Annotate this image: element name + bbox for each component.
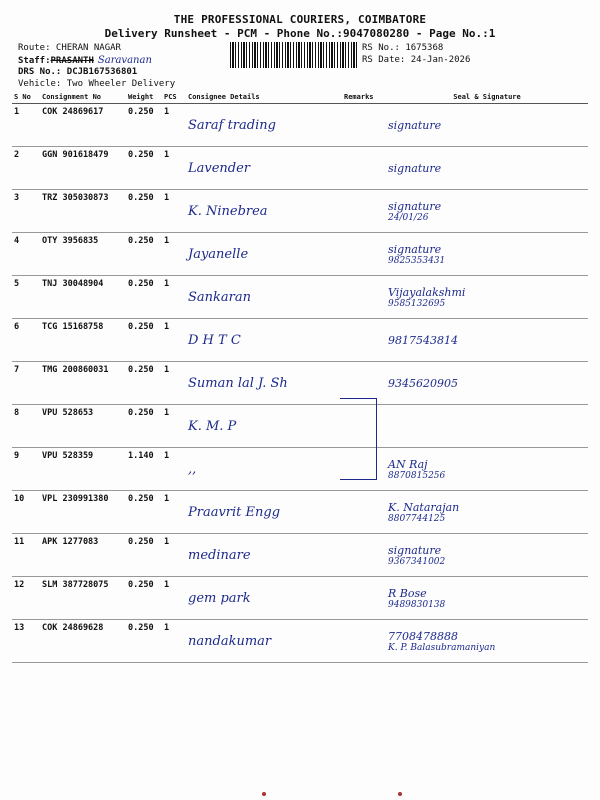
signature-text: 9345620905 <box>388 376 458 390</box>
cell-weight: 0.250 <box>126 104 162 147</box>
cell-sno: 2 <box>12 147 40 190</box>
cell-weight: 0.250 <box>126 190 162 233</box>
cell-consignee: gem park <box>186 577 342 620</box>
cell-signature <box>386 147 588 190</box>
rs-number: RS No.: 1675368 <box>362 43 444 53</box>
cell-pcs: 1 <box>162 362 186 405</box>
staff-handwritten-name: Saravanan <box>97 55 152 66</box>
cell-signature <box>386 233 588 276</box>
table-row <box>12 147 588 190</box>
cell-signature <box>386 620 588 663</box>
drs-line <box>18 67 137 77</box>
col-header-consignee: Consignee Details <box>186 90 342 104</box>
cell-consignment-no: VPL 230991380 <box>40 491 126 534</box>
cell-signature <box>386 276 588 319</box>
rs-date: RS Date: 24-Jan-2026 <box>362 55 471 65</box>
cell-weight: 0.250 <box>126 233 162 276</box>
cell-pcs: 1 <box>162 534 186 577</box>
cell-consignee: Saraf trading <box>186 104 342 147</box>
cell-consignee: Sankaran <box>186 276 342 319</box>
cell-sno: 9 <box>12 448 40 491</box>
cell-sno: 1 <box>12 104 40 147</box>
barcode <box>230 42 358 68</box>
cell-sno: 3 <box>12 190 40 233</box>
company-title: THE PROFESSIONAL COURIERS, COIMBATORE <box>173 13 427 26</box>
cell-weight: 0.250 <box>126 534 162 577</box>
cell-sno: 12 <box>12 577 40 620</box>
cell-consignment-no: TCG 15168758 <box>40 319 126 362</box>
signature-note: 9367341002 <box>388 556 446 567</box>
runsheet-table <box>12 90 588 663</box>
cell-sno: 11 <box>12 534 40 577</box>
signature-note: 9825353431 <box>388 255 446 266</box>
staff-line <box>18 55 152 66</box>
cell-signature <box>386 362 588 405</box>
drs-value: DCJB167536801 <box>66 67 138 77</box>
col-header-pcs: PCS <box>162 90 186 104</box>
cell-pcs: 1 <box>162 448 186 491</box>
cell-remarks <box>342 534 386 577</box>
cell-consignee: medinare <box>186 534 342 577</box>
signature-text: signature <box>388 161 442 175</box>
col-header-weight: Weight <box>126 90 162 104</box>
cell-consignment-no: APK 1277083 <box>40 534 126 577</box>
cell-remarks <box>342 147 386 190</box>
route-text: Route: CHERAN NAGAR <box>18 43 121 53</box>
table-row <box>12 319 588 362</box>
signature-text: K. Natarajan <box>388 500 460 514</box>
col-header-sno: S No <box>12 90 40 104</box>
cell-signature <box>386 534 588 577</box>
table-row <box>12 448 588 491</box>
cell-consignment-no: TNJ 30048904 <box>40 276 126 319</box>
table-row <box>12 104 588 147</box>
cell-consignee: Lavender <box>186 147 342 190</box>
cell-pcs: 1 <box>162 276 186 319</box>
cell-remarks <box>342 620 386 663</box>
table-row <box>12 276 588 319</box>
table-row <box>12 190 588 233</box>
cell-pcs: 1 <box>162 491 186 534</box>
signature-text: AN Raj <box>388 457 428 471</box>
cell-weight: 0.250 <box>126 319 162 362</box>
cell-pcs: 1 <box>162 405 186 448</box>
table-row <box>12 233 588 276</box>
cell-weight: 0.250 <box>126 491 162 534</box>
scan-mark <box>398 792 402 796</box>
cell-consignment-no: COK 24869628 <box>40 620 126 663</box>
cell-remarks <box>342 190 386 233</box>
cell-sno: 8 <box>12 405 40 448</box>
table-row <box>12 405 588 448</box>
cell-remarks <box>342 104 386 147</box>
cell-pcs: 1 <box>162 104 186 147</box>
table-header-row <box>12 90 588 104</box>
cell-consignee: Suman lal J. Sh <box>186 362 342 405</box>
cell-weight: 0.250 <box>126 405 162 448</box>
cell-consignee: D H T C <box>186 319 342 362</box>
signature-text: signature <box>388 543 442 557</box>
cell-consignee: ,, <box>186 448 342 491</box>
cell-remarks <box>342 577 386 620</box>
runsheet-subtitle: Delivery Runsheet - PCM - Phone No.:9047080280 - Page No.:1 <box>104 27 496 40</box>
cell-sno: 13 <box>12 620 40 663</box>
signature-text: 7708478888 <box>388 629 458 643</box>
cell-signature <box>386 577 588 620</box>
cell-pcs: 1 <box>162 620 186 663</box>
cell-sno: 7 <box>12 362 40 405</box>
col-header-signature: Seal & Signature <box>386 90 588 104</box>
cell-consignment-no: VPU 528359 <box>40 448 126 491</box>
col-header-remarks: Remarks <box>342 90 386 104</box>
cell-consignment-no: VPU 528653 <box>40 405 126 448</box>
cell-consignee: Jayanelle <box>186 233 342 276</box>
cell-signature <box>386 190 588 233</box>
cell-sno: 6 <box>12 319 40 362</box>
cell-consignee: nandakumar <box>186 620 342 663</box>
cell-pcs: 1 <box>162 190 186 233</box>
cell-consignee: Praavrit Engg <box>186 491 342 534</box>
signature-text: Vijayalakshmi <box>388 285 466 299</box>
staff-struck-name: PRASANTH <box>50 56 94 66</box>
scan-mark <box>262 792 266 796</box>
cell-weight: 0.250 <box>126 362 162 405</box>
signature-note: 9489830138 <box>388 599 446 610</box>
cell-weight: 0.250 <box>126 577 162 620</box>
cell-consignment-no: COK 24869617 <box>40 104 126 147</box>
cell-signature <box>386 448 588 491</box>
table-row <box>12 577 588 620</box>
cell-remarks <box>342 233 386 276</box>
signature-note: 24/01/26 <box>388 212 429 223</box>
cell-weight: 1.140 <box>126 448 162 491</box>
cell-pcs: 1 <box>162 577 186 620</box>
cell-consignment-no: GGN 901618479 <box>40 147 126 190</box>
table-row <box>12 620 588 663</box>
cell-signature <box>386 491 588 534</box>
cell-signature <box>386 405 588 448</box>
table-row <box>12 362 588 405</box>
vehicle-text: Vehicle: Two Wheeler Delivery <box>18 79 176 89</box>
signature-text: R Bose <box>388 586 427 600</box>
drs-label: DRS No.: <box>18 67 62 77</box>
staff-label: Staff: <box>18 56 51 66</box>
cell-sno: 4 <box>12 233 40 276</box>
signature-text: signature <box>388 242 442 256</box>
signature-note: 9585132695 <box>388 298 446 309</box>
signature-text: 9817543814 <box>388 333 458 347</box>
cell-sno: 10 <box>12 491 40 534</box>
cell-consignment-no: SLM 387728075 <box>40 577 126 620</box>
cell-pcs: 1 <box>162 233 186 276</box>
signature-note: K. P. Balasubramaniyan <box>388 642 496 653</box>
signature-text: signature <box>388 199 442 213</box>
cell-pcs: 1 <box>162 147 186 190</box>
cell-consignment-no: TRZ 305030873 <box>40 190 126 233</box>
cell-signature <box>386 104 588 147</box>
cell-consignee: K. Ninebrea <box>186 190 342 233</box>
signature-text: signature <box>388 118 442 132</box>
table-row <box>12 534 588 577</box>
cell-sno: 5 <box>12 276 40 319</box>
cell-weight: 0.250 <box>126 276 162 319</box>
cell-pcs: 1 <box>162 319 186 362</box>
cell-consignee: K. M. P <box>186 405 342 448</box>
cell-consignment-no: OTY 3956835 <box>40 233 126 276</box>
cell-weight: 0.250 <box>126 147 162 190</box>
cell-remarks <box>342 319 386 362</box>
shared-delivery-bracket <box>340 398 377 480</box>
table-row <box>12 491 588 534</box>
col-header-consignment: Consignment No <box>40 90 126 104</box>
signature-note: 8807744125 <box>388 513 446 524</box>
cell-remarks <box>342 276 386 319</box>
cell-remarks <box>342 491 386 534</box>
signature-note: 8870815256 <box>388 470 446 481</box>
cell-weight: 0.250 <box>126 620 162 663</box>
cell-consignment-no: TMG 200860031 <box>40 362 126 405</box>
cell-signature <box>386 319 588 362</box>
